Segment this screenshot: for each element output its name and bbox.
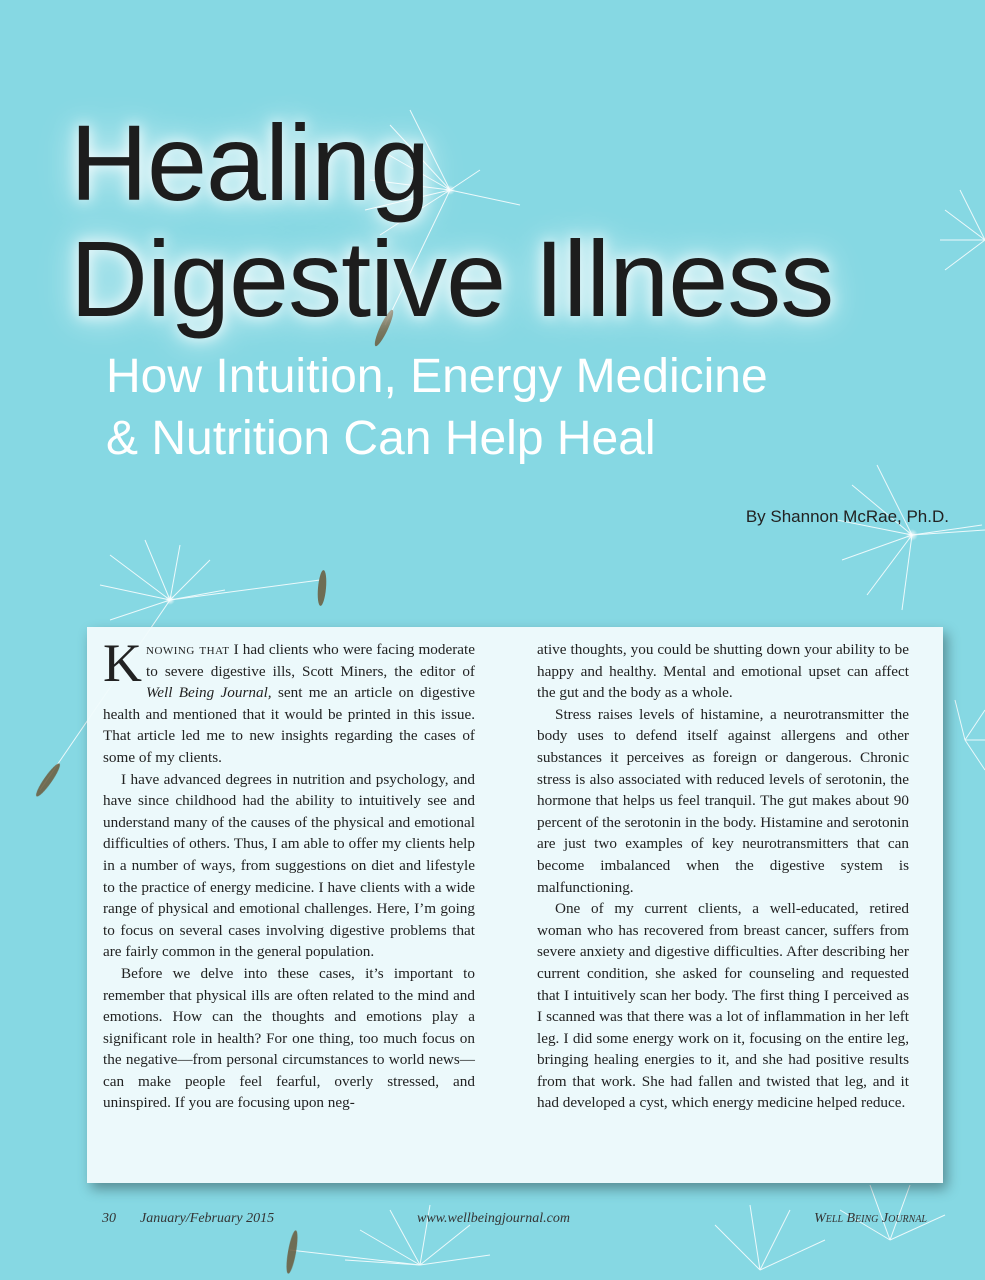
- lead-in-smallcaps: nowing that: [146, 641, 230, 658]
- issue-date: January/February 2015: [140, 1211, 275, 1226]
- journal-name-italic: Well Being Journal,: [146, 684, 272, 702]
- subtitle-line-1: How Intuition, Energy Medicine: [106, 350, 768, 403]
- article-body-box: [87, 627, 943, 1183]
- author-byline: By Shannon McRae, Ph.D.: [745, 507, 949, 526]
- drop-cap: K: [103, 633, 142, 693]
- paragraph-1-text-b: sent me an article on digestive health and mentioned that it would be printed in this issue. That article led me to new insights regarding the cases of some of my clients.: [103, 684, 476, 766]
- title-line-1: Healing: [70, 102, 430, 223]
- paragraph-5: One of my current clients, a well-educated, retired woman who has recovered from breast cancer, suffers from severe anxiety and digestive difficulties. After describing her current condition, she asked for counseling and requested that I intuitively scan her body. The first thing I perceived as I scanned was that there was a lot of inflammation in her left leg. I did some energy work on it, focusing on the entire leg, bringing healing energies to it, and she had positive results from that work. She had fallen and twisted that leg, and it had developed a cyst, which energy medicine helped reduce.: [537, 900, 909, 1112]
- paragraph-3-continued: ative thoughts, you could be shutting down your ability to be happy and healthy. Mental and emotional upset can affect the gut and the body as a whole.: [537, 641, 909, 702]
- paragraph-3: Before we delve into these cases, it’s important to remember that physical ills are often related to the mind and emotions. How can the thoughts and emotions play a significant role in health? For one thing, too much focus on the negative—from personal circumstances to world news—can make people feel fearful, overly stressed, and uninspired. If you are focusing upon neg-: [103, 964, 475, 1112]
- subtitle-line-2: & Nutrition Can Help Heal: [106, 412, 656, 465]
- paragraph-1: [103, 633, 476, 769]
- article-subtitle: [106, 346, 768, 470]
- page-number: 30: [102, 1211, 116, 1226]
- paragraph-4: Stress raises levels of histamine, a neurotransmitter the body uses to defend itself against allergens and other substances it perceives as foreign or dangerous. Chronic stress is also associated with reduced levels of serotonin, the hormone that helps us feel tranquil. The gut makes about 90 percent of the serotonin in the body. Histamine and serotonin are just two examples of key neurotransmitters that can become imbalanced when the digestive system is malfunctioning.: [537, 705, 909, 896]
- paragraph-2: I have advanced degrees in nutrition and psychology, and have since childhood had the ability to intuitively see and understand many of the causes of the physical and emotional difficulties of others. Thus, I am able to offer my clients help in a number of ways, from suggestions on diet and lifestyle to the practice of energy medicine. I have clients with a wide range of physical and emotional challenges. Here, I’m going to focus on several cases involving digestive problems that are fairly common in the general population.: [103, 770, 475, 961]
- article-column-right: [537, 639, 909, 1114]
- website-url: www.wellbeingjournal.com: [417, 1211, 570, 1226]
- magazine-name: Well Being Journal: [814, 1211, 927, 1226]
- article-column-left: [103, 633, 476, 1114]
- article-title: [70, 102, 834, 339]
- title-line-2: Digestive Illness: [70, 218, 834, 339]
- paragraph-1-text-a: I had clients who were facing moderate to severe digestive ills, Scott Miners, the editor of: [146, 641, 475, 680]
